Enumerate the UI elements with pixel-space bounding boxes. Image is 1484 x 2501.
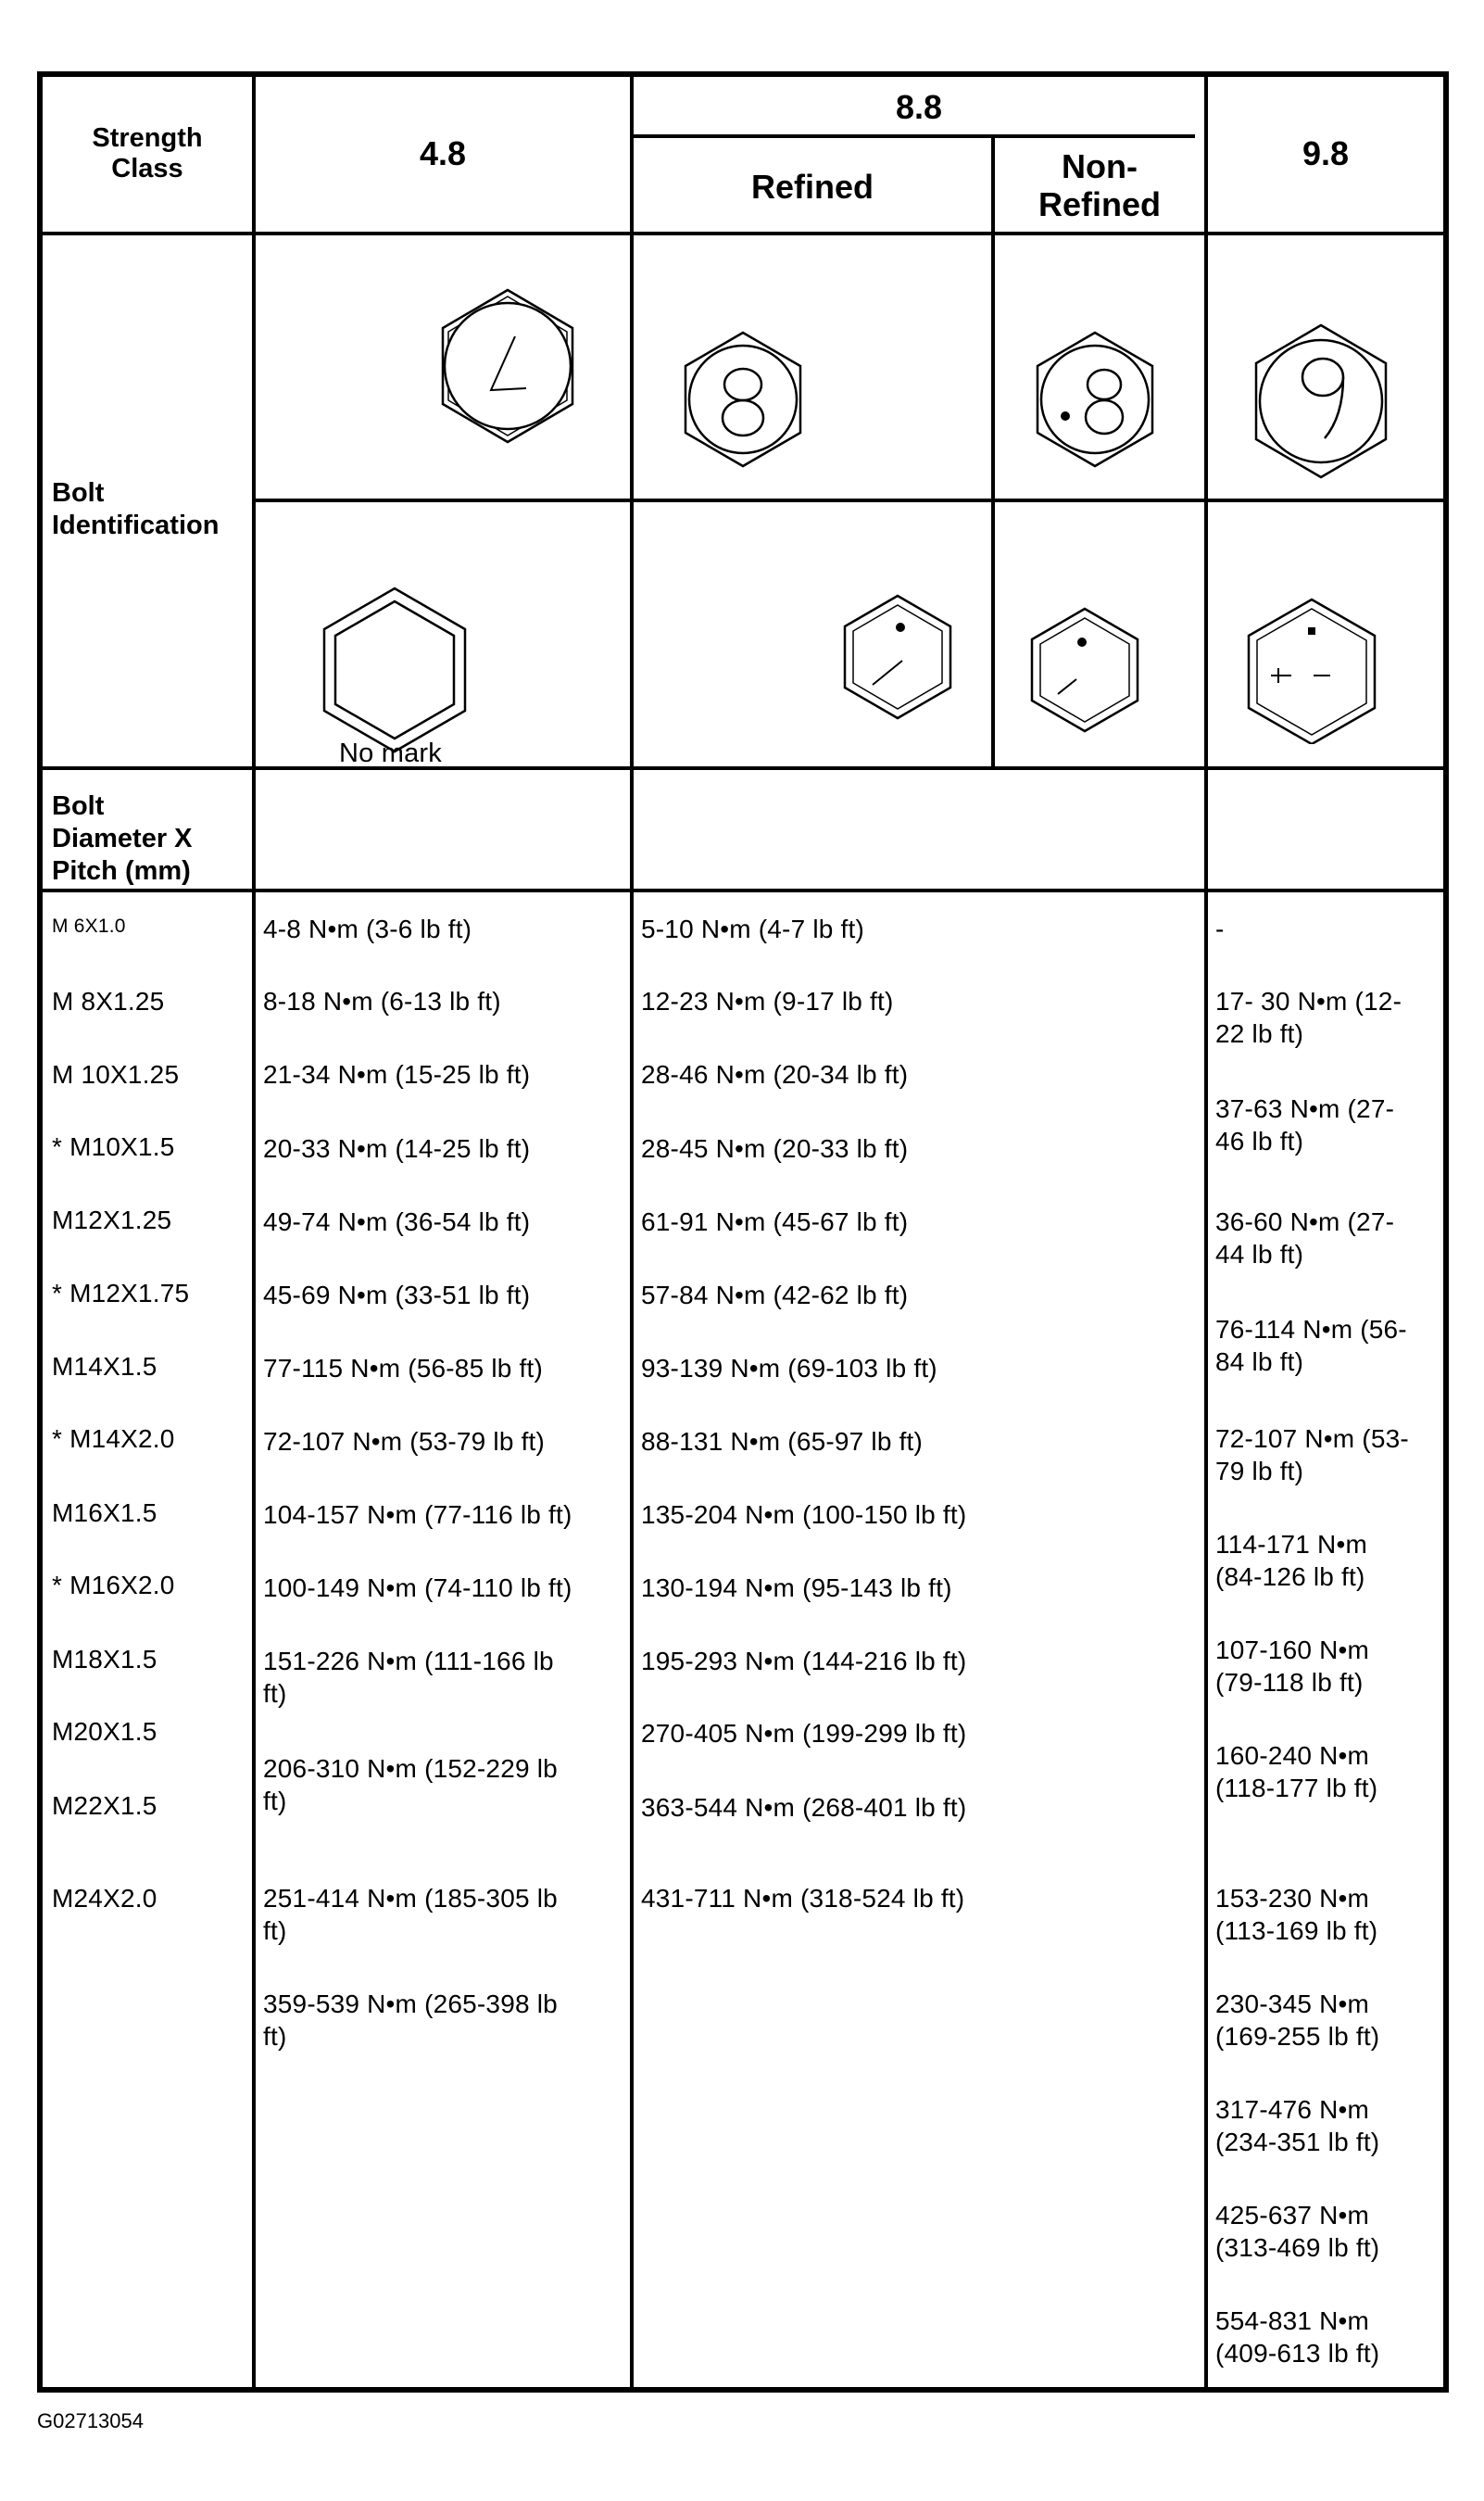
size-cell: * M12X1.75: [52, 1279, 190, 1307]
size-cell: M 10X1.25: [52, 1060, 180, 1089]
size-cell: * M16X2.0: [52, 1571, 175, 1599]
torque-88-cell: 363-544 N•m (268-401 lb ft): [641, 1793, 967, 1822]
torque-98-cell: 153-230 N•m (113-169 lb ft): [1215, 1884, 1378, 1945]
torque-98-cell: 107-160 N•m (79-118 lb ft): [1215, 1636, 1370, 1697]
class-88-divider: [630, 134, 1195, 138]
class-98-header: 9.8: [1302, 134, 1350, 172]
hex-nut-88-refined-icon: [837, 592, 958, 731]
torque-98-cell: 425-637 N•m (313-469 lb ft): [1215, 2201, 1380, 2262]
hex-head-48-icon: [434, 288, 582, 446]
size-cell: M12X1.25: [52, 1206, 172, 1234]
torque-98-cell: 36-60 N•m (27- 44 lb ft): [1215, 1207, 1395, 1269]
torque-48-cell: 49-74 N•m (36-54 lb ft): [263, 1207, 531, 1236]
size-cell: M24X2.0: [52, 1884, 157, 1913]
torque-88-cell: 270-405 N•m (199-299 lb ft): [641, 1719, 967, 1748]
column-divider-1: [252, 77, 256, 2387]
torque-88-cell: 28-46 N•m (20-34 lb ft): [641, 1060, 909, 1089]
torque-48-cell: 72-107 N•m (53-79 lb ft): [263, 1427, 546, 1456]
torque-98-cell: 72-107 N•m (53- 79 lb ft): [1215, 1424, 1409, 1485]
torque-88-cell: 93-139 N•m (69-103 lb ft): [641, 1354, 937, 1383]
size-cell: * M14X2.0: [52, 1424, 175, 1453]
hex-head-88-refined-icon: [678, 331, 808, 470]
torque-specification-table: [37, 71, 1449, 2393]
torque-48-cell: 21-34 N•m (15-25 lb ft): [263, 1060, 531, 1089]
torque-98-cell: 160-240 N•m (118-177 lb ft): [1215, 1741, 1378, 1802]
torque-48-cell: 4-8 N•m (3-6 lb ft): [263, 915, 472, 943]
size-cell: * M10X1.5: [52, 1132, 175, 1161]
size-cell: M18X1.5: [52, 1645, 157, 1674]
torque-48-cell: 151-226 N•m (111-166 lb ft): [263, 1647, 554, 1708]
torque-88-cell: 28-45 N•m (20-33 lb ft): [641, 1134, 909, 1163]
hex-head-98-icon: [1247, 323, 1395, 481]
non-refined-header: Non- Refined: [1038, 147, 1161, 224]
column-divider-3: [1204, 77, 1208, 2387]
torque-48-cell: 20-33 N•m (14-25 lb ft): [263, 1134, 531, 1163]
column-divider-refined: [991, 134, 995, 768]
figure-id: G02713054: [37, 2409, 144, 2432]
refined-header: Refined: [750, 168, 874, 206]
no-mark-label: No mark: [339, 739, 442, 768]
size-cell: M 8X1.25: [52, 987, 165, 1016]
strength-class-header: Strength Class: [92, 123, 203, 184]
torque-98-cell: 317-476 N•m (234-351 lb ft): [1215, 2095, 1380, 2156]
torque-88-cell: 88-131 N•m (65-97 lb ft): [641, 1427, 924, 1456]
identification-divider: [252, 499, 1443, 502]
torque-88-cell: 12-23 N•m (9-17 lb ft): [641, 987, 894, 1016]
torque-98-cell: 114-171 N•m (84-126 lb ft): [1215, 1530, 1368, 1591]
class-88-header: 8.8: [895, 88, 943, 126]
class-48-header: 4.8: [419, 134, 467, 172]
torque-88-cell: 5-10 N•m (4-7 lb ft): [641, 915, 864, 943]
size-cell: M22X1.5: [52, 1791, 157, 1820]
torque-98-cell: -: [1215, 915, 1225, 943]
bolt-diameter-label: Bolt Diameter X Pitch (mm): [52, 791, 193, 886]
hex-head-88-nonrefined-icon: [1030, 331, 1160, 470]
size-cell: M14X1.5: [52, 1352, 157, 1381]
torque-98-cell: 76-114 N•m (56- 84 lb ft): [1215, 1315, 1407, 1376]
bolt-identification-label: Bolt Identification: [52, 478, 220, 540]
torque-98-cell: 230-345 N•m (169-255 lb ft): [1215, 1989, 1380, 2051]
size-cell: M16X1.5: [52, 1498, 157, 1527]
column-divider-2: [630, 77, 634, 2387]
torque-88-cell: 61-91 N•m (45-67 lb ft): [641, 1207, 909, 1236]
torque-48-cell: 251-414 N•m (185-305 lb ft): [263, 1884, 558, 1945]
torque-88-cell: 130-194 N•m (95-143 lb ft): [641, 1573, 952, 1602]
torque-48-cell: 359-539 N•m (265-398 lb ft): [263, 1989, 558, 2051]
torque-98-cell: 37-63 N•m (27- 46 lb ft): [1215, 1094, 1395, 1156]
torque-48-cell: 45-69 N•m (33-51 lb ft): [263, 1281, 531, 1309]
torque-88-cell: 135-204 N•m (100-150 lb ft): [641, 1500, 967, 1529]
hex-nut-98-icon: [1238, 596, 1386, 744]
torque-48-cell: 104-157 N•m (77-116 lb ft): [263, 1500, 572, 1529]
torque-48-cell: 8-18 N•m (6-13 lb ft): [263, 987, 501, 1016]
torque-88-cell: 195-293 N•m (144-216 lb ft): [641, 1647, 967, 1675]
size-cell: M 6X1.0: [52, 916, 126, 937]
torque-98-cell: 17- 30 N•m (12- 22 lb ft): [1215, 987, 1402, 1048]
torque-98-cell: 554-831 N•m (409-613 lb ft): [1215, 2306, 1380, 2368]
torque-48-cell: 100-149 N•m (74-110 lb ft): [263, 1573, 572, 1602]
torque-48-cell: 77-115 N•m (56-85 lb ft): [263, 1354, 543, 1383]
torque-88-cell: 431-711 N•m (318-524 lb ft): [641, 1884, 965, 1913]
torque-48-cell: 206-310 N•m (152-229 lb ft): [263, 1754, 558, 1815]
hex-nut-88-nonrefined-icon: [1025, 605, 1145, 744]
size-cell: M20X1.5: [52, 1717, 157, 1746]
torque-88-cell: 57-84 N•m (42-62 lb ft): [641, 1281, 909, 1309]
